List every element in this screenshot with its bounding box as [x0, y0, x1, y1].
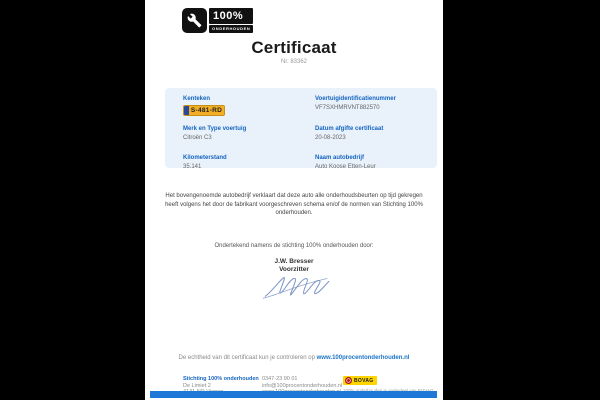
vehicle-info-box: [165, 88, 437, 168]
footer-org-name: Stichting 100% onderhouden: [183, 376, 259, 382]
info-column-right: [315, 96, 430, 184]
footer-address-line1: De Limiet 2: [183, 382, 211, 389]
field-kenteken: [183, 96, 308, 118]
field-vin: [315, 96, 430, 118]
field-value: 20-08-2023: [315, 135, 346, 141]
footer-phone: 0347-23 90 01: [262, 376, 298, 382]
field-label: Kenteken: [183, 96, 211, 102]
brand-logo: [182, 8, 253, 33]
bottom-accent-bar: [150, 391, 437, 398]
page-title: Certificaat: [251, 38, 337, 57]
logo-text: [209, 8, 253, 33]
license-plate: [183, 105, 225, 116]
logo-percent: 100%: [209, 8, 253, 24]
signed-intro-text: Ondertekend namens de stichting 100% onderhouden door:: [214, 243, 374, 249]
verification-text: De echtheid van dit certificaat kun je controleren op: [178, 355, 317, 361]
field-label: Naam autobedrijf: [315, 155, 365, 161]
signature: [259, 272, 335, 302]
plate-number: S-481-RD: [190, 107, 223, 114]
signer-name: J.W. Bresser: [274, 258, 314, 265]
field-label: Datum afgifte certificaat: [315, 126, 384, 132]
verification-link[interactable]: www.100procentonderhouden.nl: [316, 355, 410, 361]
certificate-number: Nr. 83362: [280, 59, 308, 65]
wrench-icon: [182, 8, 207, 33]
field-label: Merk en Type voertuig: [183, 126, 247, 132]
bovag-logo: [343, 376, 377, 385]
declaration-text: Het bovengenoemde autobedrijf verklaart dat deze auto alle onderhoudsbeurten op tijd gekregen heeft volgens het door de fabrikant voorgeschreven schema en/of de normen van Stichting 100% onderhouden.: [165, 193, 423, 217]
certificate-document: [145, 0, 443, 400]
info-column-left: [183, 96, 308, 184]
logo-subtitle: ONDERHOUDEN: [209, 25, 253, 33]
field-value: Citroën C3: [183, 135, 212, 141]
field-label: Kilometerstand: [183, 155, 227, 161]
field-merk-type: [183, 126, 308, 147]
field-value: 35.141: [183, 164, 202, 170]
field-datum-afgifte: [315, 126, 430, 147]
bovag-label: BOVAG: [354, 377, 374, 384]
bovag-emblem-icon: [345, 377, 352, 384]
field-value: VF7SXHMRVNT882570: [315, 105, 380, 111]
field-value: Auto Koose Etten-Leur: [315, 164, 376, 170]
verification-line: [145, 355, 443, 361]
field-label: Voertuigidentificatienummer: [315, 96, 396, 102]
footer-email: info@100procentonderhouden.nl: [262, 382, 343, 389]
signer-role: Voorzitter: [279, 266, 309, 273]
field-autobedrijf: [315, 155, 430, 176]
field-kilometerstand: [183, 155, 308, 176]
